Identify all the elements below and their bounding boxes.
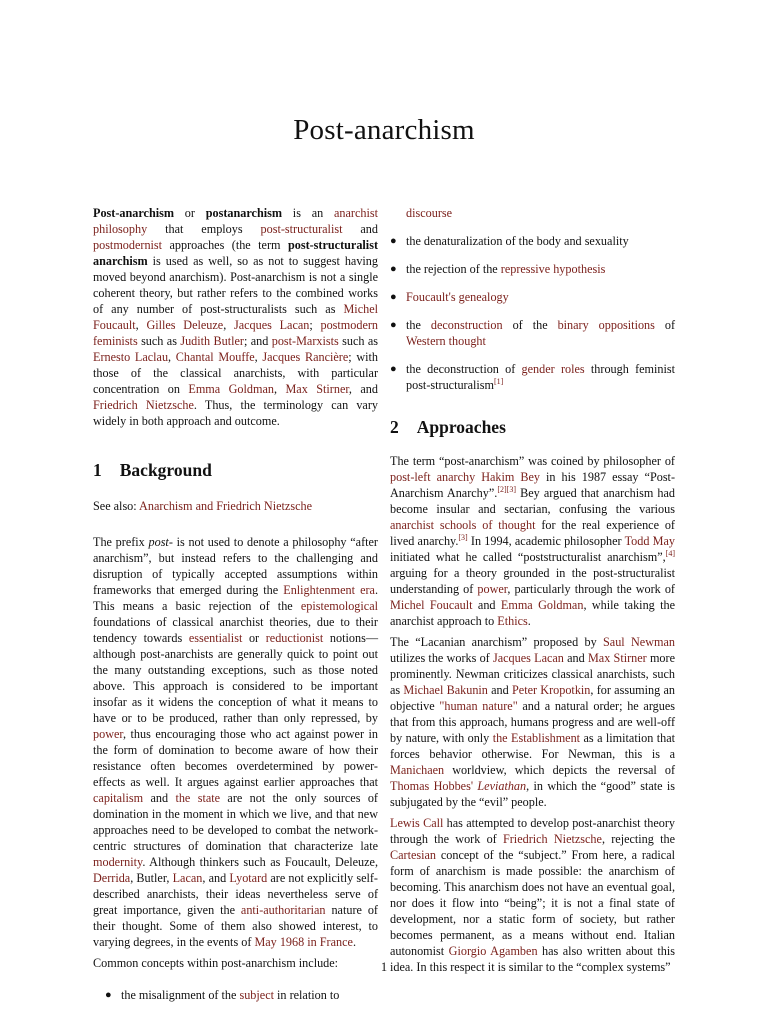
link-capitalism[interactable]: capitalism <box>93 791 144 805</box>
reference-link[interactable]: [3] <box>458 532 468 542</box>
list-item: ● the deconstruction of gender roles through feminist post-structuralism[1] <box>390 362 676 392</box>
link-max-stirner[interactable]: Max Stirner <box>587 651 647 665</box>
link-emma-goldman[interactable]: Emma Goldman <box>500 598 584 612</box>
reference-link[interactable]: [4] <box>665 548 675 558</box>
link-thomas-hobbes[interactable]: Thomas Hobbes' <box>390 779 474 793</box>
link-jacques-lacan[interactable]: Jacques Lacan <box>492 651 564 665</box>
bullet-icon: ● <box>390 319 397 331</box>
section-heading-background <box>93 462 378 478</box>
left-column <box>93 205 378 1003</box>
link-power[interactable]: power <box>93 727 123 741</box>
link-lyotard[interactable]: Lyotard <box>229 871 268 885</box>
section-heading-approaches <box>390 419 675 435</box>
section-number: 2 <box>390 417 399 437</box>
link-emma-goldman[interactable]: Emma Goldman <box>188 382 274 396</box>
link-jacques-lacan[interactable]: Jacques Lacan <box>233 318 310 332</box>
link-leviathan[interactable]: Leviathan <box>477 779 527 793</box>
common-concepts-intro: Common concepts within post-anarchism include: <box>93 956 339 970</box>
link-judith-butler[interactable]: Judith Butler <box>180 334 244 348</box>
bullet-icon: ● <box>105 989 112 1001</box>
page-title: Post-anarchism <box>293 114 475 146</box>
link-western-thought[interactable]: Western thought <box>406 334 486 348</box>
link-saul-newman[interactable]: Saul Newman <box>603 635 675 649</box>
link-michel-foucault[interactable]: Michel Foucault <box>390 598 473 612</box>
background-paragraph: The prefix post- is not used to denote a philosophy “after anarchism”, but instead refers to the challenging and disruption of typically accepted assumptions within frameworks that emerged during the Enlightenment era. This means a basic rejection of the epistemological foundations of classical anarchist theories, due to their tendency towards essentialist or reductionist notions—although post-anarchists are generally quick to point out the many outstanding exceptions, such as those noted above. This approach is considered to be important insofar as it widens the conception of what it means to have or to be produced, rather than only repressed, by power, thus encouraging those who act against power in the form of domination to become aware of how their resistance often becomes overdetermined by power-effects as well. It argues against earlier approaches that capitalism and the state are not the only sources of domination in the moment in which we live, and that new approaches need to be developed to combat the network-centric structures of domination that characterize late modernity. Although thinkers such as Foucault, Deleuze, Derrida, Butler, Lacan, and Lyotard are not explicitly self-described anarchists, their ideas nevertheless serve of great importance, given the anti-authoritarian nature of their thought. Some of them also showed interest, to varying degrees, in the events of May 1968 in France. <box>93 535 379 949</box>
link-epistemological[interactable]: epistemological <box>300 599 378 613</box>
link-lewis-call[interactable]: Lewis Call <box>390 816 444 830</box>
link-michel-foucault[interactable]: Michel Foucault <box>93 302 378 332</box>
link-essentialist[interactable]: essentialist <box>188 631 243 645</box>
link-human-nature[interactable]: "human nature" <box>439 699 518 713</box>
link-subject[interactable]: subject <box>239 988 274 1002</box>
list-item: ● the deconstruction of the binary oppositions of Western thought <box>390 318 676 348</box>
link-deconstruction[interactable]: deconstruction <box>430 318 503 332</box>
link-post-marxists[interactable]: post-Marxists <box>271 334 339 348</box>
section-number: 1 <box>93 460 102 480</box>
link-postmodern-feminists[interactable]: postmodern feminists <box>93 318 379 348</box>
link-modernity[interactable]: modernity <box>93 855 143 869</box>
link-the-establishment[interactable]: the Establishment <box>492 731 581 745</box>
reference-link[interactable]: [2][3] <box>497 484 516 494</box>
link-manichaen[interactable]: Manichaen <box>390 763 445 777</box>
link-power[interactable]: power <box>477 582 508 596</box>
link-friedrich-nietzsche[interactable]: Friedrich Nietzsche <box>93 398 194 412</box>
list-item: ● the misalignment of the subject in relation to <box>105 988 340 1002</box>
link-cartesian[interactable]: Cartesian <box>390 848 437 862</box>
link-derrida[interactable]: Derrida <box>93 871 131 885</box>
list-item: ● the denaturalization of the body and sexuality <box>390 234 629 248</box>
link-jacques-ranciere[interactable]: Jacques Rancière <box>262 350 349 364</box>
link-post-left-anarchy[interactable]: post-left anarchy <box>390 470 476 484</box>
link-gender-roles[interactable]: gender roles <box>521 362 585 376</box>
intro-paragraph: Post-anarchism or postanarchism is an anarchist philosophy that employs post-structuralist and postmodernist approaches (the term post-structuralist anarchism is used as well, so as not to suggest having moved beyond anarchism). Post-anarchism is not a single coherent theory, but rather refers to the combined works of any number of post-structuralists such as Michel Foucault, Gilles Deleuze, Jacques Lacan; postmodern feminists such as Judith Butler; and post-Marxists such as Ernesto Laclau, Chantal Mouffe, Jacques Rancière; with those of the classical anarchists, with particular concentration on Emma Goldman, Max Stirner, and Friedrich Nietzsche. Thus, the terminology can vary widely in both approach and outcome. <box>93 206 379 428</box>
link-michael-bakunin[interactable]: Michael Bakunin <box>403 683 488 697</box>
section-title: Background <box>119 460 212 480</box>
approaches-paragraph-3: Lewis Call has attempted to develop post-anarchist theory through the work of Friedrich Nietzsche, rejecting the Cartesian concept of the “subject.” From here, a radical form of anarchism is made possible: the anarchism of becoming. This anarchism does not have an eventual goal, nor does it flow into “being”; it is not a final state of development, nor a static form of society, but rather becomes permanent, as a means without end. Italian autonomist Giorgio Agamben has also written about this idea. In this respect it is similar to the “complex systems” <box>390 816 676 974</box>
link-todd-may[interactable]: Todd May <box>624 534 675 548</box>
see-also-note: See also: Anarchism and Friedrich Nietzsche <box>93 499 312 513</box>
list-item <box>390 289 675 305</box>
link-foucaults-genealogy[interactable]: Foucault's genealogy <box>406 290 509 304</box>
link-gilles-deleuze[interactable]: Gilles Deleuze <box>146 318 224 332</box>
link-reductionist[interactable]: reductionist <box>265 631 324 645</box>
link-chantal-mouffe[interactable]: Chantal Mouffe <box>175 350 255 364</box>
bullet-icon: ● <box>390 263 397 275</box>
bullet-icon: ● <box>390 291 397 303</box>
page-number: 1 <box>380 960 388 974</box>
link-anarchism-and-nietzsche[interactable]: Anarchism and Friedrich Nietzsche <box>139 499 312 513</box>
link-repressive-hypothesis[interactable]: repressive hypothesis <box>500 262 606 276</box>
link-anarchist-schools[interactable]: anarchist schools of thought <box>390 518 536 532</box>
section-title: Approaches <box>416 417 506 437</box>
link-hakim-bey[interactable]: Hakim Bey <box>481 470 541 484</box>
link-the-state[interactable]: the state <box>175 791 221 805</box>
approaches-paragraph-2: The “Lacanian anarchism” proposed by Saul Newman utilizes the works of Jacques Lacan and Max Stirner more prominently. Newman criticizes classical anarchists, such as Michael Bakunin and Peter Kropotkin, for assuming an objective "human nature" and a natural order; he argues that from this approach, humans progress and are well-off by nature, with only the Establishment as a limitation that forces behavior otherwise. For Newman, this is a Manichaen worldview, which depicts the reversal of Thomas Hobbes' Leviathan, in which the “good” state is subjugated by the “evil” people. <box>390 635 675 809</box>
link-anarchist-philosophy[interactable]: anarchist philosophy <box>93 206 378 236</box>
reference-link[interactable]: [1] <box>494 376 504 386</box>
link-discourse[interactable]: discourse <box>406 206 453 220</box>
link-max-stirner[interactable]: Max Stirner <box>285 382 349 396</box>
bullet-icon: ● <box>390 363 397 375</box>
approaches-paragraph-1: The term “post-anarchism” was coined by philosopher of post-left anarchy Hakim Bey in his 1987 essay “Post-Anarchism Anarchy”.[2][3] Bey argued that anarchism had become insular and sectarian, confusing the various anarchist schools of thought for the real experience of lived anarchy.[3] In 1994, academic philosopher Todd May initiated what he called “poststructuralist anarchism”,[4] arguing for a theory grounded in the post-structuralist understanding of power, particularly through the work of Michel Foucault and Emma Goldman, while taking the anarchist approach to Ethics. <box>390 454 676 628</box>
bullet-icon: ● <box>390 235 397 247</box>
link-peter-kropotkin[interactable]: Peter Kropotkin <box>512 683 591 697</box>
link-anti-authoritarian[interactable]: anti-authoritarian <box>240 903 326 917</box>
link-ethics[interactable]: Ethics <box>497 614 528 628</box>
link-friedrich-nietzsche[interactable]: Friedrich Nietzsche <box>502 832 602 846</box>
list-item: ● the rejection of the repressive hypothesis <box>390 262 606 276</box>
link-may-1968-in-france[interactable]: May 1968 in France <box>254 935 353 949</box>
right-column <box>390 205 675 975</box>
link-lacan[interactable]: Lacan <box>172 871 203 885</box>
list-item-continuation <box>390 205 675 221</box>
link-giorgio-agamben[interactable]: Giorgio Agamben <box>448 944 538 958</box>
link-postmodernist[interactable]: postmodernist <box>93 238 163 252</box>
link-ernesto-laclau[interactable]: Ernesto Laclau <box>93 350 169 364</box>
link-post-structuralist[interactable]: post-structuralist <box>260 222 343 236</box>
link-binary-oppositions[interactable]: binary oppositions <box>557 318 655 332</box>
link-enlightenment-era[interactable]: Enlightenment era <box>283 583 375 597</box>
